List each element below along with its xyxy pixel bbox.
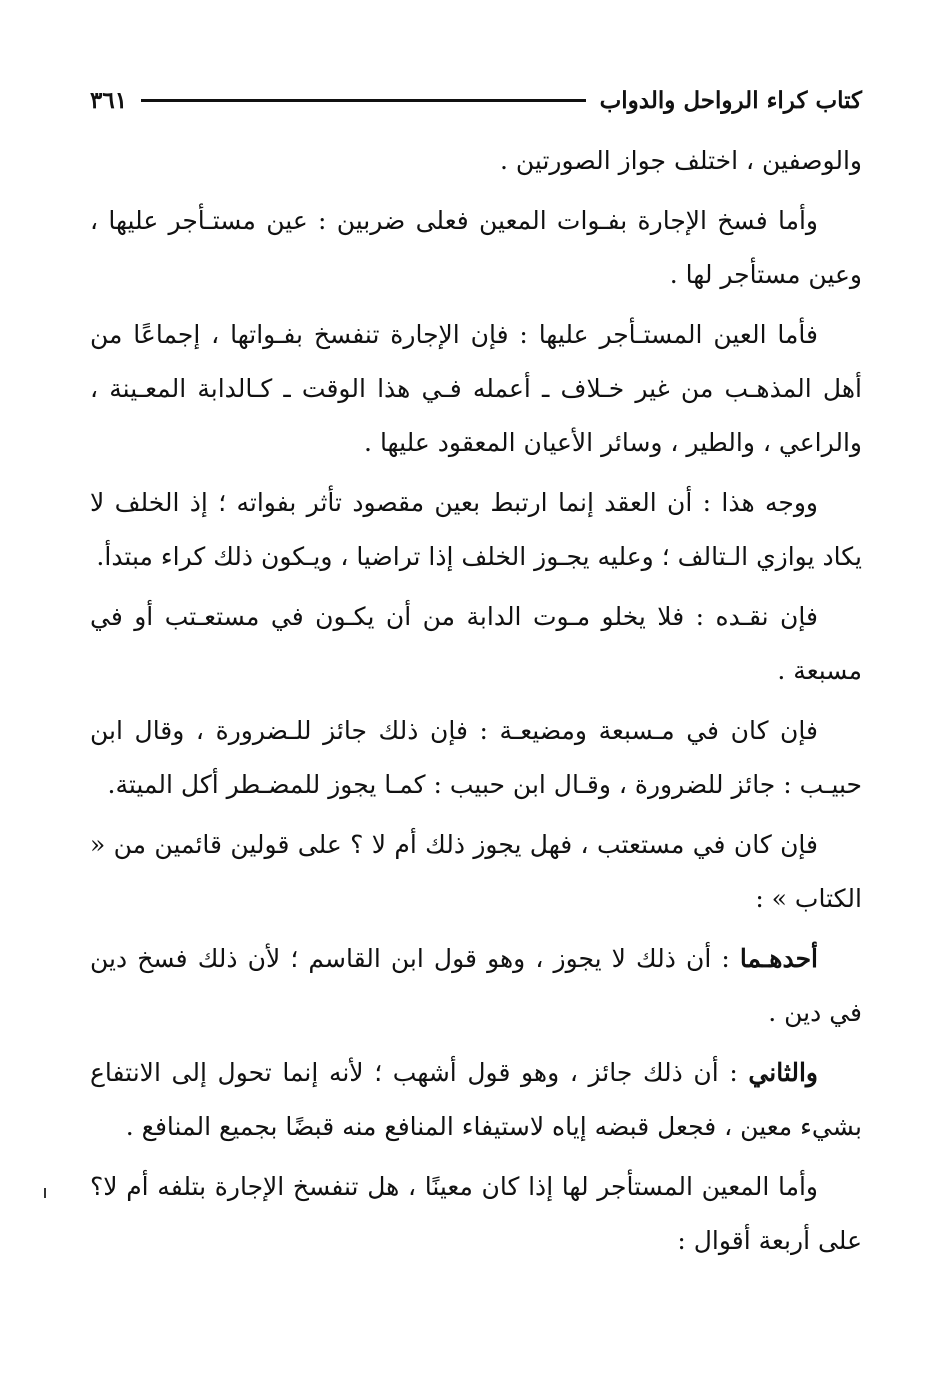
paragraph: فإن كان في مـسبعة ومضيعـة : فإن ذلك جائز للـضرورة ، وقال ابن حبيـب : جائز للضرورة ، وقـال ابن حبيب : كمـا يجوز للمضـطر أكل الميتة. <box>90 716 862 799</box>
chapter-title: كتاب كراء الرواحل والدواب <box>599 86 862 114</box>
paragraph: والوصفين ، اختلف جواز الصورتين . <box>500 146 862 175</box>
paragraph-lead: والثاني <box>748 1058 818 1087</box>
body-text <box>90 134 862 1268</box>
paragraph: فإن نقـده : فلا يخلو مـوت الدابة من أن يكـون في مستعـتب أو في مسبعة . <box>90 602 862 685</box>
running-header <box>90 78 862 122</box>
page-number: ٣٦١ <box>90 86 128 114</box>
paragraph: والثاني : أن ذلك جائز ، وهو قول أشهب ؛ لأنه إنما تحول إلى الانتفاع بشيء معين ، فجعل قبضه إياه لاستيفاء المنافع منه قبضًا بجميع المنافع . <box>90 1058 862 1141</box>
paragraph: فإن كان في مستعتب ، فهل يجوز ذلك أم لا ؟ على قولين قائمين من « الكتاب » : <box>90 830 862 913</box>
paragraph: فأما العين المستـأجر عليها : فإن الإجارة تنفسخ بفـواتها ، إجماعًا من أهل المذهـب من غير خـلاف ـ أعمله فـي هذا الوقت ـ كـالدابة المعـينة ، والراعي ، والطير ، وسائر الأعيان المعقود عليها . <box>90 320 862 457</box>
paragraph-lead: أحدهـما <box>739 944 818 973</box>
header-rule <box>141 99 586 102</box>
document-page <box>90 78 862 1358</box>
paragraph: ووجه هذا : أن العقد إنما ارتبط بعين مقصود تأثر بفواته ؛ إذ الخلف لا يكاد يوازي الـتالف ؛ وعليه يجـوز الخلف إذا تراضيا ، ويـكون ذلك كراء مبتدأ. <box>90 488 862 571</box>
paragraph: وأما المعين المستأجر لها إذا كان معينًا ، هل تنفسخ الإجارة بتلفه أم لا؟ على أربعة أقوال : <box>90 1172 862 1255</box>
margin-mark <box>44 1188 46 1198</box>
paragraph: وأما فسخ الإجارة بفـوات المعين فعلى ضربين : عين مستـأجر عليها ، وعين مستأجر لها . <box>90 206 862 289</box>
paragraph: أحدهـما : أن ذلك لا يجوز ، وهو قول ابن القاسم ؛ لأن ذلك فسخ دين في دين . <box>90 944 862 1027</box>
